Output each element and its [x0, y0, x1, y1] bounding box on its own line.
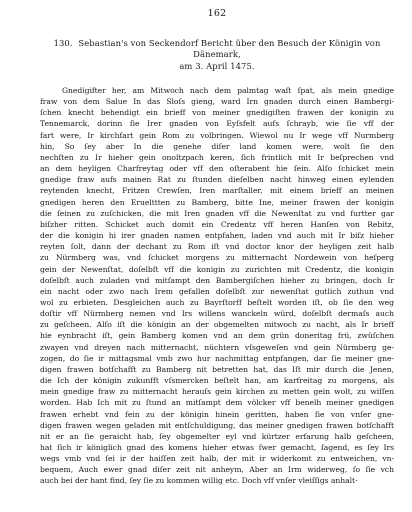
body-line: nit er an ſie geraicht hab, ſey obgemelter eyl vnd kürtzer erfarung halb geſcheen, [40, 431, 394, 441]
body-line: bequem, Auch ewer gnad diſer zeit nit anheym, Aber an Irm widerweg, ſo ſie vch [40, 465, 394, 475]
body-line: doſtir vff Nürmberg nemen vnd Irs willens wanckeln würd, doſelbſt dermaſs auch [40, 309, 394, 319]
document-page [40, 8, 394, 487]
body-line: reytenden knecht, Fritzen Crewſen, Iren marſtaller, mit einem brieff an meinen [40, 186, 394, 196]
body-line: Gnedigifter her, am Mitwoch nach dem palmtag waſt ſpat, als mein gnedige [62, 86, 394, 95]
section-heading [40, 38, 394, 72]
body-line: hie eynbracht iſt, gein Bamberg komen vnd an dem grün doneritag frü, zwüſchen [40, 331, 394, 341]
body-line: zwayen vnd dreyen nach mitternacht, nüchtern vſsgeweſen vnd gein Nürmberg ge- [40, 342, 394, 352]
body-line: ſchen knecht behendigt ein brieff von meiner gnedigiſten frawen der konigin zu [40, 108, 394, 118]
body-line: worden. Hab Ich mit zu ſtund an mitſampt dem völcker vff benelh meiner gnedigen [40, 398, 394, 408]
body-line: an dem heyligen Charfreytag oder vff den oſterabent hie ſein. Alſo ſchicket mein [40, 164, 394, 174]
body-line: ein nacht oder zwo nach Irem gefallen doſelbſt zur newenſtat gutlich zuthun vnd [40, 286, 394, 296]
body-line: Tennemarck, dorinn ſie Irer gnaden von Eyſsfelt aufs ſchrayb, wie ſie vff der [40, 119, 394, 129]
body-line: die Ich der königin zukunfft vſsmercken beſtelt han, am karfreitag zu morgens, als [40, 376, 394, 386]
body-line: wol zu erbieten. Desgleichen auch zu Bayrſtorff beſtelt worden iſt, ob ſie den weg [40, 297, 394, 307]
body-line: hat ſich ir königlich gnad des komens hieher etwas ſwer gemacht, ſagend, es ſey Irs [40, 443, 394, 452]
body-line: gein der Newenſtat, doſelbſt vff die konigin zu zurichten mit Credentz, die konigin [40, 264, 394, 274]
section-date: am 3. April 1475. [179, 61, 255, 71]
body-line: gnedige fraw aufs mainen Rat zu ſtunden dieſelben nacht hinweg einen eylenden [40, 175, 394, 185]
body-line: die ſeinen zu zuſchicken, die mit Iren gnaden vff die Newenſtat zu vnd furtter gar [40, 208, 394, 218]
body-line: auch bei der hant find, ſey ſie zu kommen willig etc. Doch vff vnſer vleiſſigs anhalt- [40, 476, 358, 486]
body-line: digen frawen botſchafft zu Bamberg nit betretten hat, das Iſt mir durch die Jenen, [40, 364, 394, 374]
page-number: 162 [207, 8, 227, 19]
body-line: mein gnedige fraw zu mitternacht herauſs gein kirchen zu metten gein wolt, zu wiſſen [40, 387, 394, 397]
body-line: biſzher ritten. Schicket auch domit ein Credentz vff heren Hanſen von Rebitz, [40, 219, 394, 229]
body-line: doſelbſt auch zuladen vnd mitſampt den Bambergiſchen hieher zu bringen, doch Ir [40, 275, 394, 285]
body-line: gnedigen heren den Eruelttten zu Bamberg, bitte Ine, meiner frawen der konigin [40, 197, 394, 207]
section-number: 130. [53, 38, 73, 48]
body-line: zogen, do ſie ir mittagsmal vmb zwo hur nachmittag entpfangen, dar ſie meiner gne- [40, 353, 394, 363]
section-title: Sebastian's von Seckendorf Bericht über den Besuch der Königin von Dänemark, [78, 38, 381, 59]
body-line: zu geſcheen. Alſo iſt die königin an der obgemelten mitwoch zu nacht, als Ir brieff [40, 320, 394, 330]
body-line: zu Nürmberg was, vnd ſchicket morgens zu mitternacht Nordewein von heſperg [40, 253, 394, 263]
body-line: nechſten zu Ir hieher gein onoltzpach keren, ſich frintlich mit Ir beſprechen vnd [40, 152, 394, 162]
body-line: frawen erhebt vnd fein zu der königin hinein geritten, haben ſie von vnſer gne- [40, 409, 394, 419]
body-line: der die konigin hi irer gnaden namen entpfahen, laden vnd auch mit Ir biſz hieher [40, 231, 394, 241]
body-line: wegs vmb vnd ſei ir der haiſſen zeit halb, der mit ir widerkomt zu entweichen, vn- [40, 454, 394, 464]
body-line: digen frawen wegen geladen mit entſchuldigung, das meiner gnedigen frawen botſchafft [40, 420, 394, 430]
body-line: fart were, Ir kirchfart gein Rom zu volbringen. Wiewol nu Ir wege vff Nurmberg [40, 130, 394, 140]
body-line: hin, So ſey aber In die genehe diſer land komen were, wolt ſie den [40, 141, 394, 151]
body-text [40, 85, 394, 487]
body-line: reyten ſolt, dann der dechant zu Rom iſt vnd doctor knor der heyligen zeit halb [40, 242, 394, 252]
body-line: fraw von dem Salue In das Sloſs gieng, ward Irn gnaden durch einen Bambergi- [40, 97, 394, 107]
